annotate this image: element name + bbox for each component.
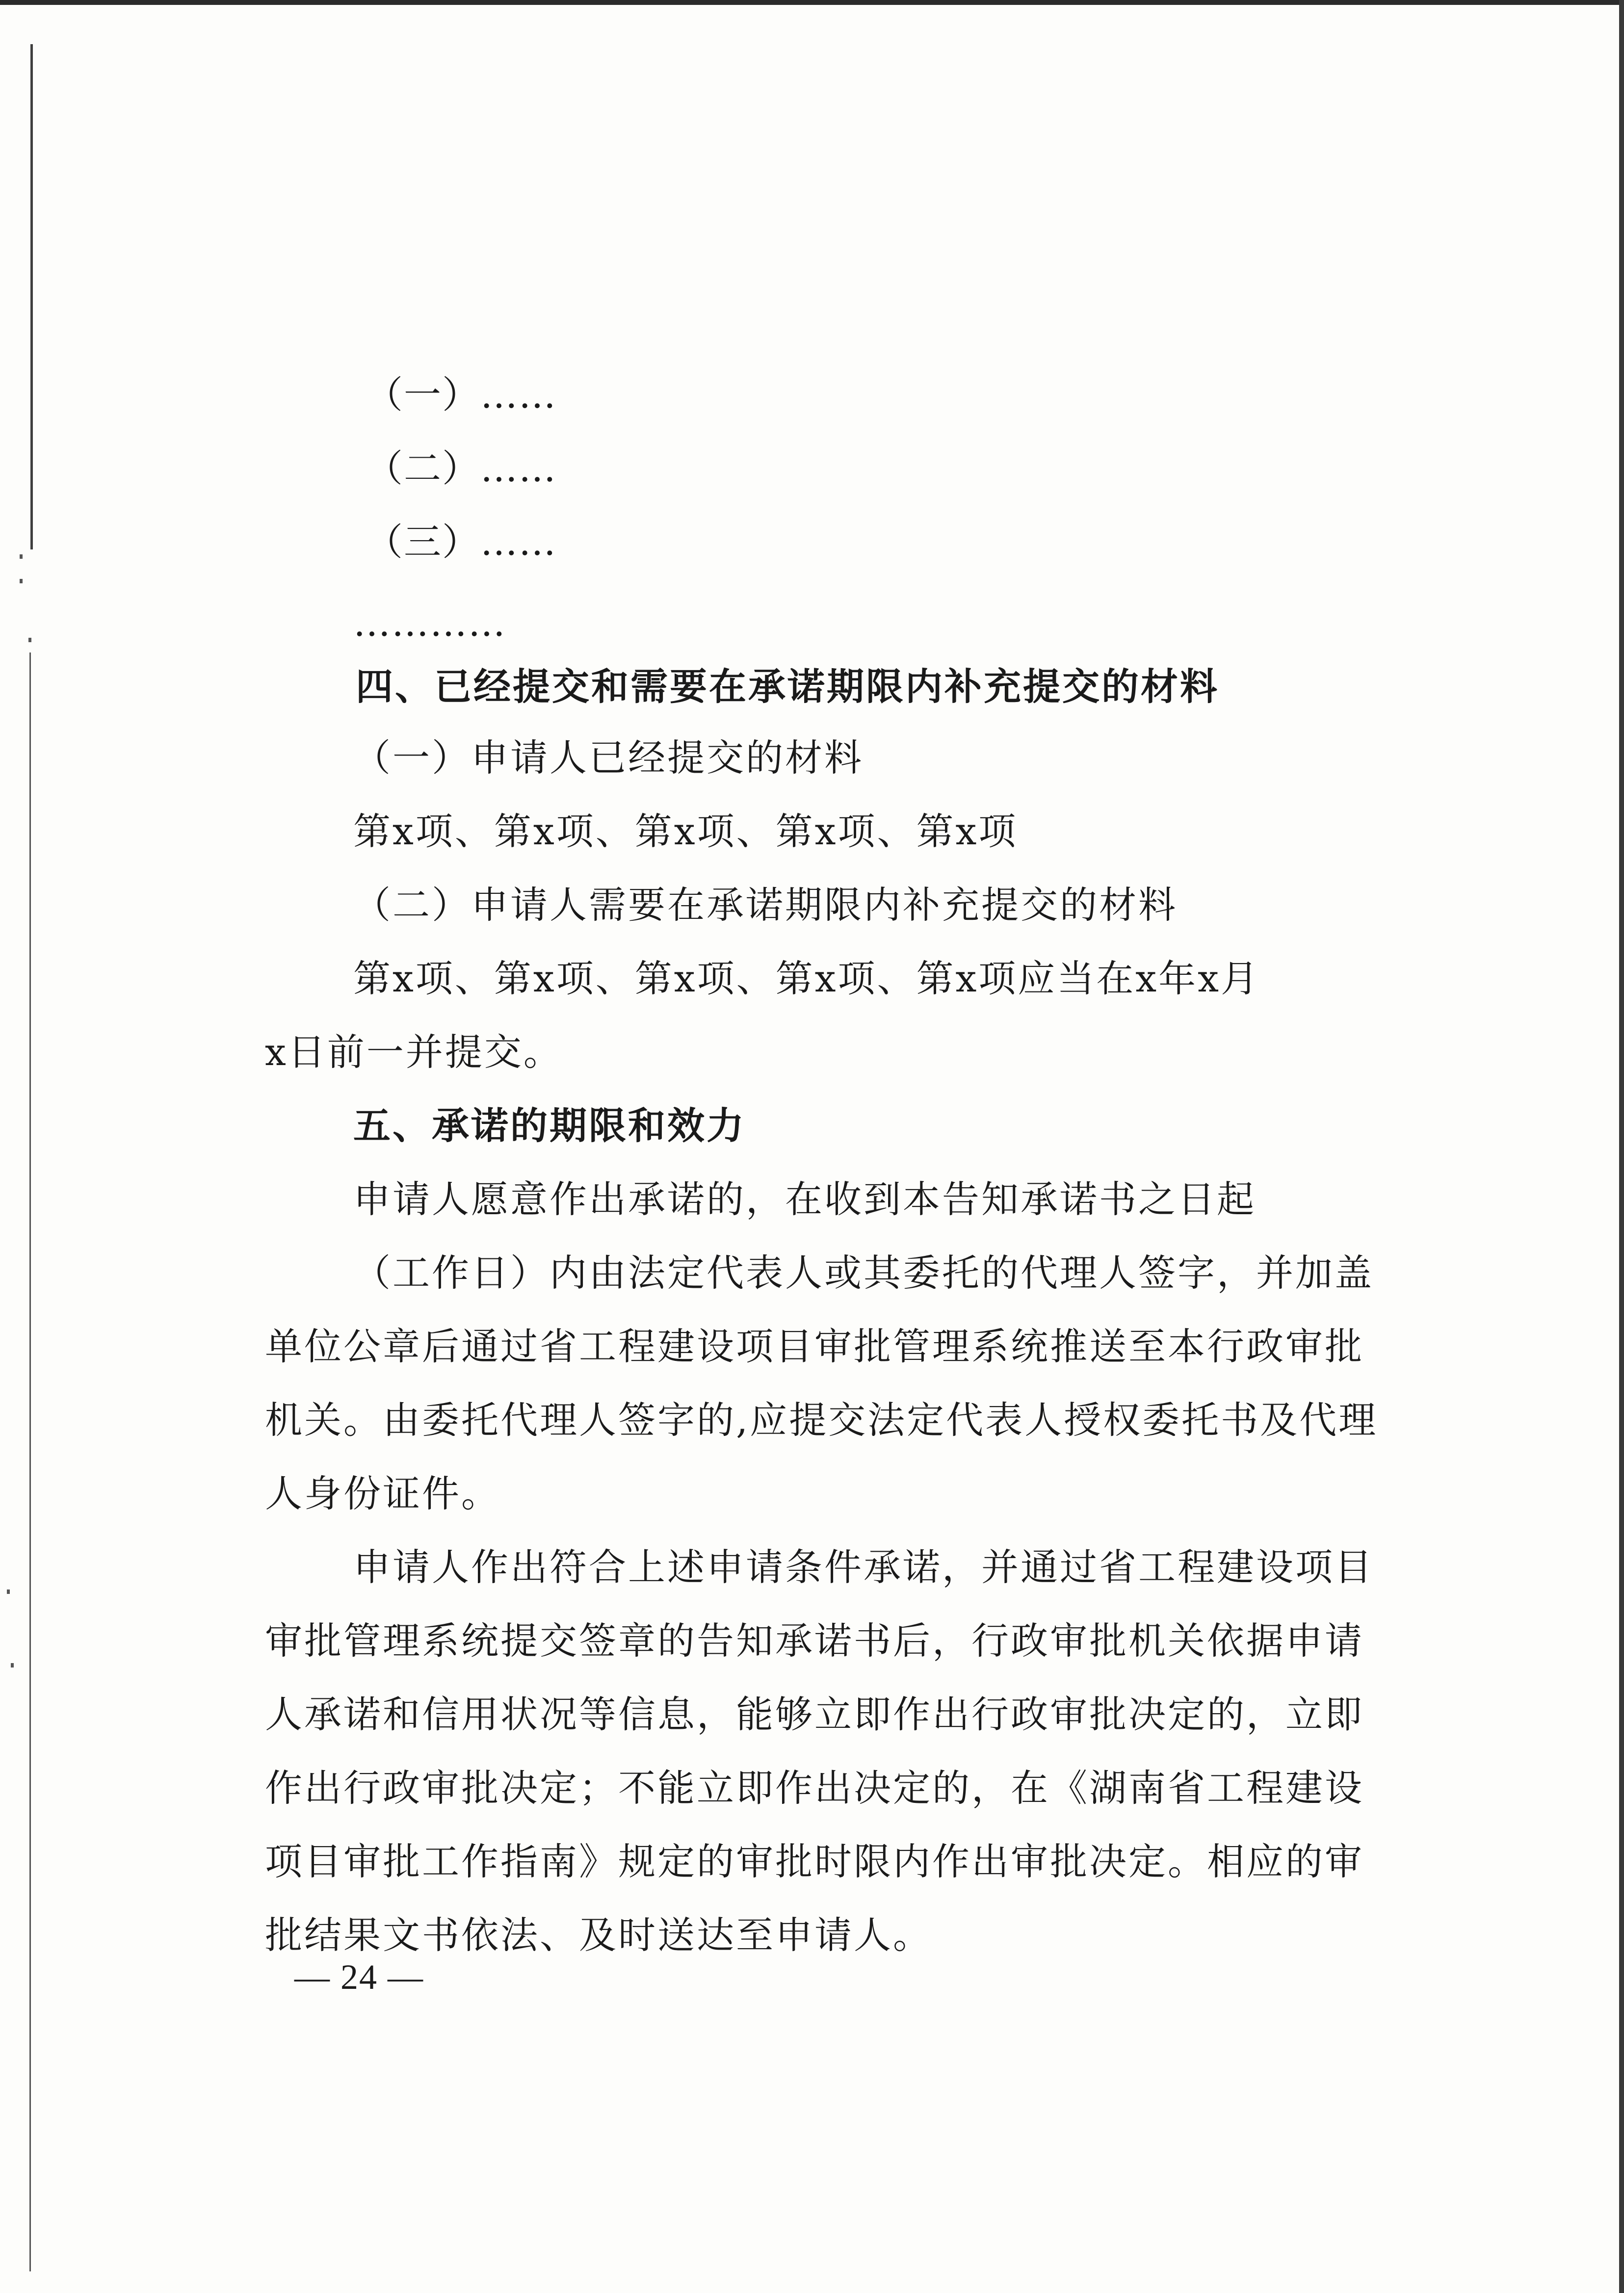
- binding-line: [30, 44, 33, 549]
- list-item: （三）……: [366, 520, 557, 564]
- list-item: （二）……: [366, 446, 557, 490]
- paragraph-line: 作出行政审批决定；不能立即作出决定的，在《湖南省工程建设: [265, 1766, 1364, 1810]
- paragraph-line: 第x项、第x项、第x项、第x项、第x项: [353, 809, 1018, 853]
- list-item: …………: [353, 601, 506, 645]
- paragraph-line: 第x项、第x项、第x项、第x项、第x项应当在x年x月: [353, 957, 1260, 1000]
- scan-edge-top: [0, 0, 1624, 5]
- paragraph-line: 人身份证件。: [265, 1472, 500, 1515]
- subsection-title: （一）申请人已经提交的材料: [353, 736, 864, 780]
- section-heading: 五、承诺的期限和效力: [353, 1104, 746, 1147]
- scan-speck: [20, 579, 23, 583]
- paragraph-line: 机关。由委托代理人签字的,应提交法定代表人授权委托书及代理: [265, 1398, 1378, 1442]
- scan-edge-right: [1619, 0, 1624, 2293]
- binding-line-lower: [29, 652, 31, 2271]
- scan-speck: [7, 1589, 10, 1594]
- paragraph-line: 人承诺和信用状况等信息，能够立即作出行政审批决定的，立即: [265, 1693, 1364, 1736]
- paragraph-line: x日前一并提交。: [265, 1030, 563, 1074]
- paragraph-line: 申请人愿意作出承诺的，在收到本告知承诺书之日起: [353, 1177, 1256, 1221]
- page-number: — 24 —: [294, 1957, 424, 1997]
- scan-speck: [20, 554, 23, 559]
- paragraph-line: 批结果文书依法、及时送达至申请人。: [265, 1913, 932, 1957]
- paragraph-line: 申请人作出符合上述申请条件承诺，并通过省工程建设项目: [353, 1545, 1374, 1589]
- paragraph-line: 项目审批工作指南》规定的审批时限内作出审批决定。相应的审: [265, 1840, 1364, 1883]
- subsection-title: （二）申请人需要在承诺期限内补充提交的材料: [353, 883, 1178, 927]
- paragraph-line: （工作日）内由法定代表人或其委托的代理人签字，并加盖: [353, 1251, 1374, 1295]
- section-heading: 四、已经提交和需要在承诺期限内补充提交的材料: [356, 665, 1219, 708]
- list-item: （一）……: [366, 373, 557, 417]
- scan-speck: [28, 638, 31, 642]
- paragraph-line: 审批管理系统提交签章的告知承诺书后，行政审批机关依据申请: [265, 1619, 1364, 1663]
- paragraph-line: 单位公章后通过省工程建设项目审批管理系统推送至本行政审批: [265, 1325, 1364, 1368]
- scan-speck: [11, 1663, 14, 1668]
